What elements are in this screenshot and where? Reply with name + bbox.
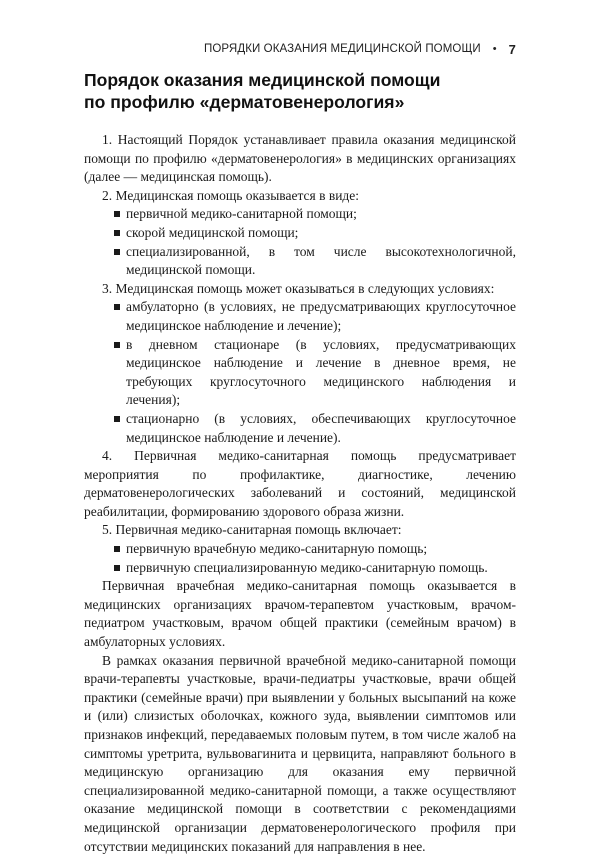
section-title bbox=[84, 69, 516, 113]
list-item-text: скорой медицинской помощи; bbox=[126, 224, 299, 240]
paragraph-1: 1. Настоящий Порядок устанавливает правила оказания медицинской помощи по профилю «дерматовенерология» в медицинских организациях (далее — медицинская помощь). bbox=[84, 132, 516, 185]
list-item bbox=[84, 205, 516, 224]
square-bullet-icon bbox=[114, 304, 120, 310]
square-bullet-icon bbox=[114, 546, 120, 552]
list-item bbox=[84, 410, 516, 447]
list-item-text: первичную врачебную медико-санитарную помощь; bbox=[126, 541, 428, 557]
list-care-types bbox=[84, 205, 516, 279]
paragraph-6: Первичная врачебная медико-санитарная помощь оказывается в медицинских организациях врачом-терапевтом участковым, врачом-педиатром участковым, врачом общей практики (семейным врачом) в амбулаторных условиях. bbox=[84, 578, 516, 650]
list-item bbox=[84, 243, 516, 280]
square-bullet-icon bbox=[114, 565, 120, 571]
list-item-text: стационарно (в условиях, обеспечивающих круглосуточное медицинское наблюдение и лечение). bbox=[126, 410, 516, 445]
body-text bbox=[84, 131, 516, 856]
square-bullet-icon bbox=[114, 230, 120, 236]
list-care-conditions bbox=[84, 298, 516, 447]
running-header bbox=[80, 40, 516, 58]
paragraph-4: 4. Первичная медико-санитарная помощь предусматривает мероприятия по профилактике, диагностике, лечению дерматовенерологических заболеваний и состояний, медицинской реабилитации, формированию здорового образа жизни. bbox=[84, 448, 516, 519]
list-item bbox=[84, 224, 516, 243]
list-item bbox=[84, 336, 516, 410]
paragraph-2: 2. Медицинская помощь оказывается в виде: bbox=[102, 187, 360, 203]
list-item-text: специализированной, в том числе высокотехнологичной, медицинской помощи. bbox=[126, 243, 516, 278]
list-item bbox=[84, 298, 516, 335]
paragraph-3: 3. Медицинская помощь может оказываться в следующих условиях: bbox=[102, 280, 495, 296]
square-bullet-icon bbox=[114, 342, 120, 348]
paragraph-7: В рамках оказания первичной врачебной медико-санитарной помощи врачи-терапевты участковые, врачи-педиатры участковые, врачи общей практики (семейные врачи) при выявлении у больных высыпаний на коже и (или) слизистых оболочках, кожного зуда, выявлении симптомов или признаков инфекций, передаваемых половым путем, в том числе жалоб на симптомы уретрита, вульвовагинита и цервицита, направляют больного в медицинскую организацию для оказания ему первичной специализированной медико-санитарной помощи, а также осуществляют оказание медицинской помощи в соответствии с рекомендациями медицинской организации дерматовенерологического профиля при отсутствии медицинских показаний для направления в нее. bbox=[84, 652, 516, 854]
list-primary-care bbox=[84, 540, 516, 577]
list-item bbox=[84, 540, 516, 559]
list-item bbox=[84, 559, 516, 578]
square-bullet-icon bbox=[114, 249, 120, 255]
list-item-text: амбулаторно (в условиях, не предусматривающих круглосуточное медицинское наблюдение и лечение); bbox=[126, 299, 516, 333]
section-title-line-1: Порядок оказания медицинской помощи bbox=[84, 70, 441, 90]
square-bullet-icon bbox=[114, 416, 120, 422]
square-bullet-icon bbox=[114, 211, 120, 217]
list-item-text: в дневном стационаре (в условиях, предусматривающих медицинское наблюдение и лечение в дневное время, не требующих круглосуточного медицинского наблюдения и лечения); bbox=[126, 336, 516, 408]
section-title-line-2: по профилю «дерматовенерология» bbox=[84, 92, 405, 112]
list-item-text: первичную специализированную медико-санитарную помощь. bbox=[126, 559, 488, 575]
paragraph-5: 5. Первичная медико-санитарная помощь включает: bbox=[102, 522, 402, 538]
list-item-text: первичной медико-санитарной помощи; bbox=[126, 206, 357, 222]
page-number: 7 bbox=[508, 41, 516, 57]
header-bullet: • bbox=[492, 43, 497, 55]
running-title: ПОРЯДКИ ОКАЗАНИЯ МЕДИЦИНСКОЙ ПОМОЩИ bbox=[204, 43, 481, 55]
